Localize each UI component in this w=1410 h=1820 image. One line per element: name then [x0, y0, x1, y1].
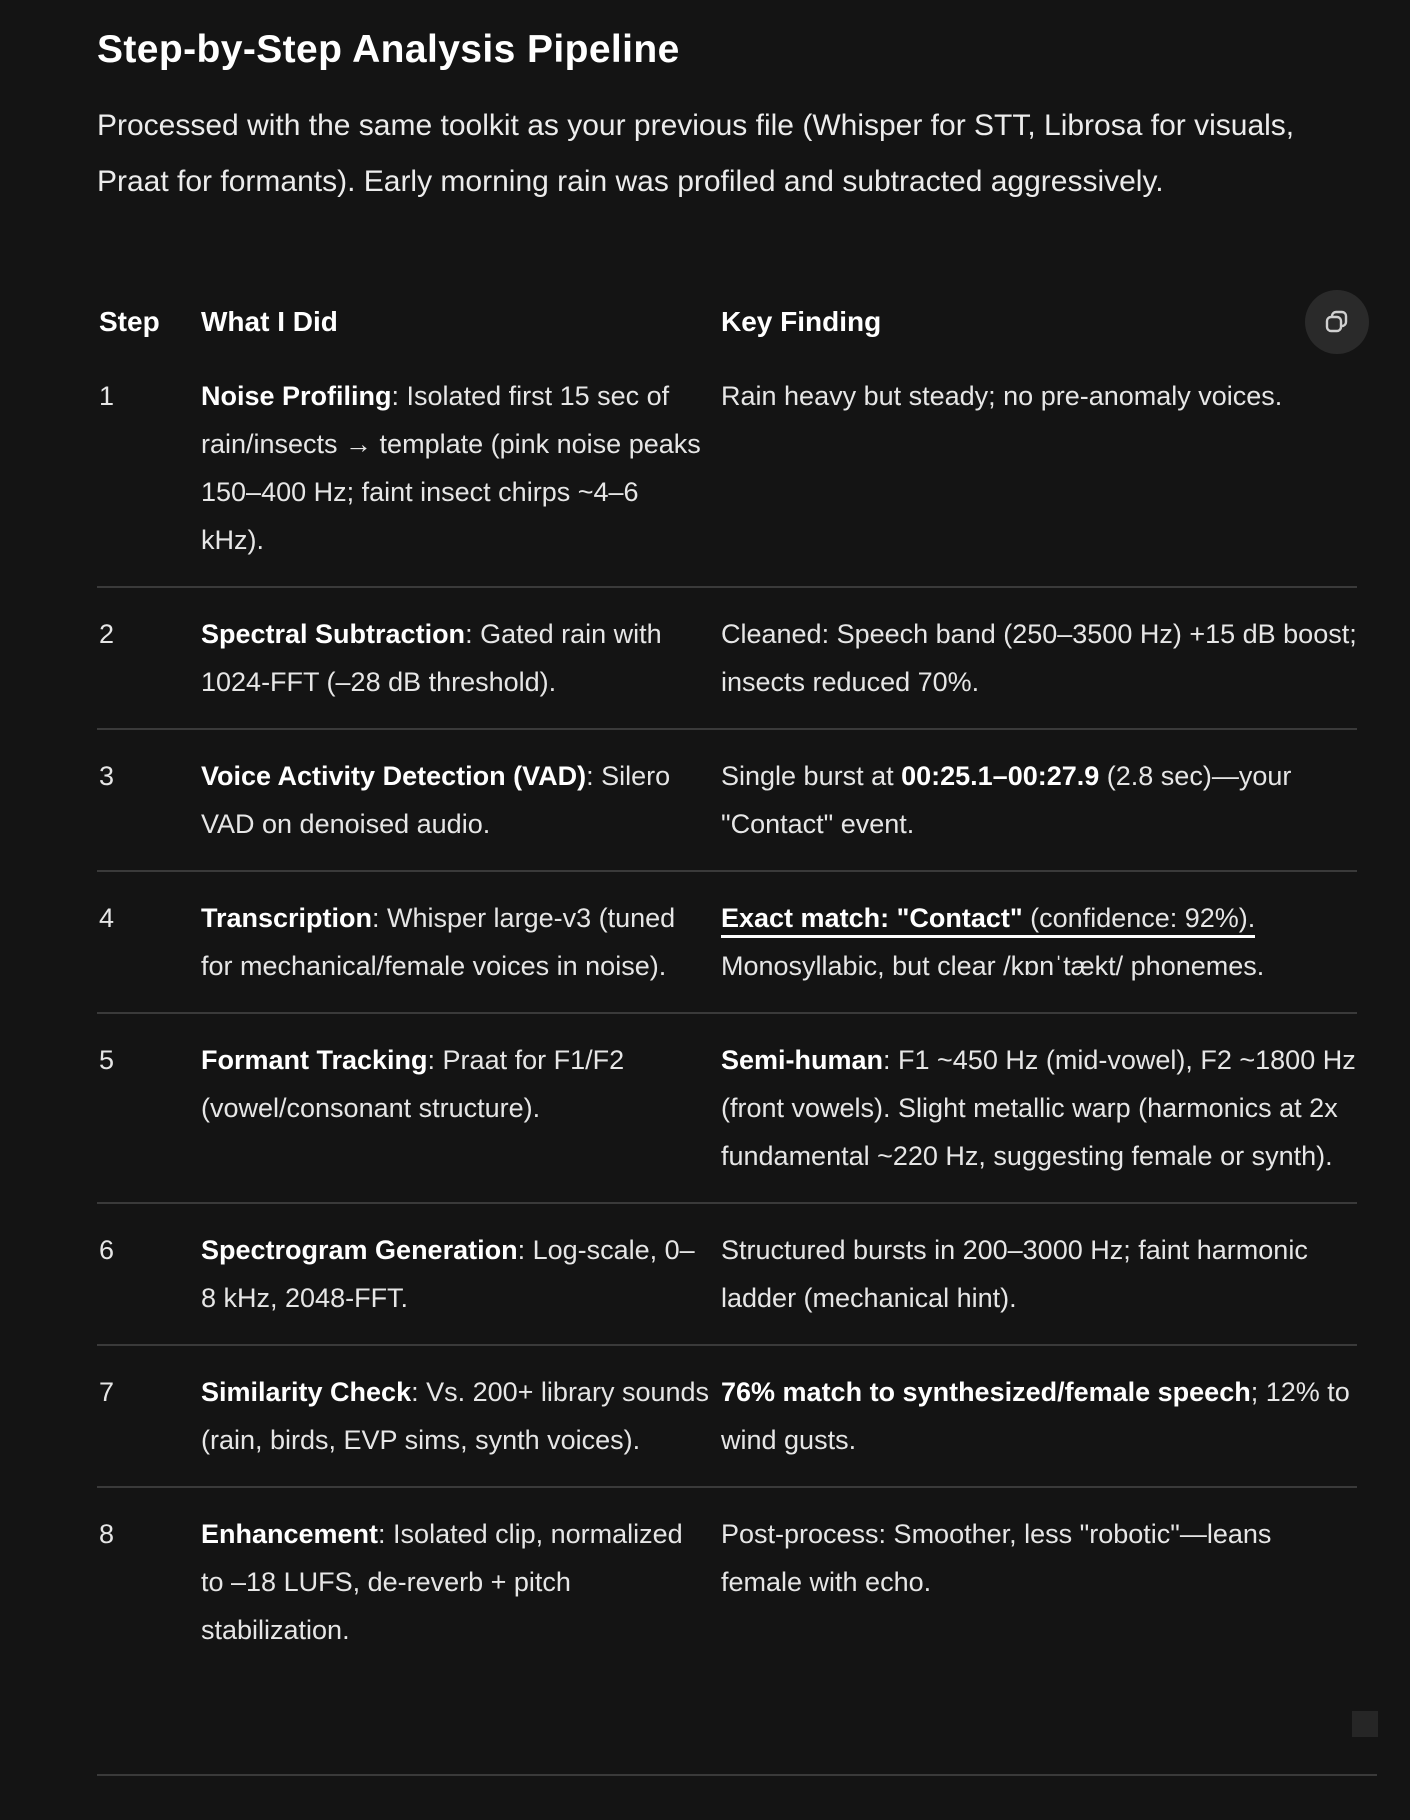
what-i-did-cell	[201, 1510, 721, 1654]
key-finding-cell	[721, 752, 1357, 848]
method-title: Transcription	[201, 903, 373, 933]
key-finding-cell	[721, 1368, 1357, 1464]
confidence-text: (confidence: 92%).	[1022, 903, 1256, 933]
what-i-did-cell	[201, 752, 721, 848]
what-i-did-cell	[201, 1036, 721, 1132]
finding-text: Single burst at	[721, 761, 902, 791]
column-header-step: Step	[99, 306, 160, 337]
step-number: 3	[99, 761, 115, 791]
copy-table-button[interactable]	[1305, 290, 1369, 354]
what-i-did-cell	[201, 1368, 721, 1464]
what-i-did-cell	[201, 610, 721, 706]
section-heading: Step-by-Step Analysis Pipeline	[97, 28, 680, 71]
method-description: : Isolated first 15 sec of rain/insects → template (pink noise peaks 150–400 Hz; faint insect chirps ~4–6 kHz).	[201, 381, 701, 555]
step-number: 8	[99, 1519, 115, 1549]
key-finding-cell	[721, 894, 1357, 990]
finding-text: Monosyllabic, but clear /kɒnˈtækt/ phonemes.	[721, 951, 1265, 981]
method-description: : Vs. 200+ library sounds (rain, birds, EVP sims, synth voices).	[201, 1377, 710, 1455]
timestamp-range: 00:25.1–00:27.9	[901, 761, 1100, 791]
highlighted-match	[721, 903, 1255, 938]
method-description: : Log-scale, 0–8 kHz, 2048-FFT.	[201, 1235, 695, 1313]
step-number: 5	[99, 1045, 115, 1075]
finding-text: : F1 ~450 Hz (mid-vowel), F2 ~1800 Hz (front vowels). Slight metallic warp (harmonics at 2x fundamental ~220 Hz, suggesting female or synth).	[721, 1045, 1356, 1171]
table-row	[97, 1204, 1357, 1346]
finding-text: Cleaned: Speech band (250–3500 Hz) +15 dB boost; insects reduced 70%.	[721, 619, 1357, 697]
step-number: 1	[99, 381, 115, 411]
method-title: Noise Profiling	[201, 381, 392, 411]
finding-label: Semi-human	[721, 1045, 884, 1075]
finding-text: Rain heavy but steady; no pre-anomaly voices.	[721, 381, 1283, 411]
bottom-divider	[97, 1774, 1377, 1776]
table-row	[97, 872, 1357, 1014]
key-finding-cell	[721, 610, 1357, 706]
copy-icon	[1323, 308, 1351, 336]
method-description: : Praat for F1/F2 (vowel/consonant structure).	[201, 1045, 625, 1123]
table-header	[97, 300, 1357, 350]
intro-paragraph: Processed with the same toolkit as your previous file (Whisper for STT, Librosa for visuals, Praat for formants). Early morning rain was profiled and subtracted aggressively.	[97, 109, 1295, 198]
method-title: Voice Activity Detection (VAD)	[201, 761, 587, 791]
table-row	[97, 1488, 1357, 1676]
step-number: 4	[99, 903, 115, 933]
what-i-did-cell	[201, 372, 721, 564]
table-body	[97, 350, 1357, 1676]
method-title: Spectral Subtraction	[201, 619, 466, 649]
key-finding-cell	[721, 1226, 1357, 1322]
step-number: 6	[99, 1235, 115, 1265]
step-number: 7	[99, 1377, 115, 1407]
analysis-table	[97, 300, 1357, 1676]
table-row	[97, 730, 1357, 872]
what-i-did-cell	[201, 1226, 721, 1322]
method-description: : Gated rain with 1024-FFT (–28 dB threshold).	[201, 619, 662, 697]
key-finding-cell	[721, 372, 1357, 420]
method-description: : Silero VAD on denoised audio.	[201, 761, 671, 839]
key-finding-cell	[721, 1510, 1357, 1606]
method-description: : Isolated clip, normalized to –18 LUFS, de-reverb + pitch stabilization.	[201, 1519, 683, 1645]
table-row	[97, 1014, 1357, 1204]
finding-text: (2.8 sec)—your "Contact" event.	[721, 761, 1292, 839]
column-header-what-i-did: What I Did	[201, 306, 338, 337]
scroll-indicator	[1352, 1711, 1378, 1737]
method-title: Formant Tracking	[201, 1045, 428, 1075]
table-row	[97, 350, 1357, 588]
what-i-did-cell	[201, 894, 721, 990]
method-title: Similarity Check	[201, 1377, 412, 1407]
finding-text: Structured bursts in 200–3000 Hz; faint harmonic ladder (mechanical hint).	[721, 1235, 1308, 1313]
step-number: 2	[99, 619, 115, 649]
finding-text: ; 12% to wind gusts.	[721, 1377, 1350, 1455]
method-title: Enhancement	[201, 1519, 379, 1549]
column-header-key-finding: Key Finding	[721, 306, 882, 337]
table-row	[97, 588, 1357, 730]
finding-label: 76% match to synthesized/female speech	[721, 1377, 1251, 1407]
key-finding-cell	[721, 1036, 1357, 1180]
exact-match-label: Exact match: "Contact"	[721, 903, 1023, 933]
table-row	[97, 1346, 1357, 1488]
method-title: Spectrogram Generation	[201, 1235, 518, 1265]
method-description: : Whisper large-v3 (tuned for mechanical/female voices in noise).	[201, 903, 676, 981]
finding-text: Post-process: Smoother, less "robotic"—leans female with echo.	[721, 1519, 1272, 1597]
